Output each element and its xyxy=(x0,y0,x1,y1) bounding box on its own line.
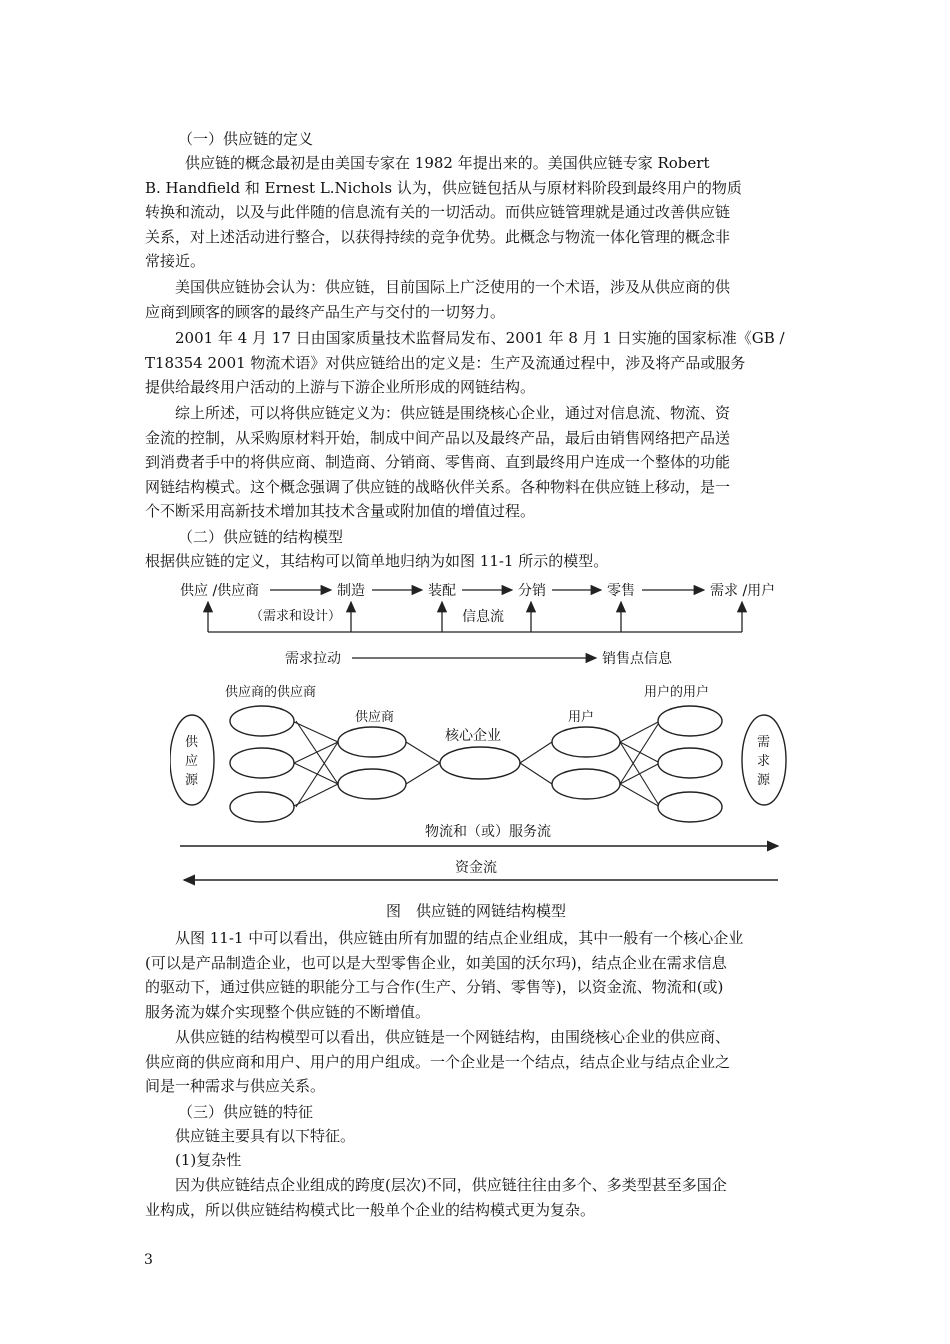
paragraph-4 xyxy=(145,401,807,524)
paragraph-1 xyxy=(145,151,807,274)
text-line: 应商到顾客的顾客的最终产品生产与交付的一切努力。 xyxy=(145,302,506,321)
user-user-node xyxy=(658,792,722,822)
supplier-supplier-node xyxy=(230,748,294,778)
text-line: 业构成，所以供应链结构模式比一般单个企业的结构模式更为复杂。 xyxy=(145,1200,596,1219)
chain-assembly: 装配 xyxy=(428,583,456,599)
text-line: (可以是产品制造企业，也可以是大型零售企业，如美国的沃尔玛)，结点企业在需求信息 xyxy=(145,953,727,972)
text-line: 综上所述，可以将供应链定义为：供应链是围绕核心企业，通过对信息流、物流、资 xyxy=(175,404,731,422)
text-line: 从供应链的结构模型可以看出，供应链是一个网链结构，由围绕核心企业的供应商、 xyxy=(175,1028,731,1046)
text-line: 从图 11-1 中可以看出，供应链由所有加盟的结点企业组成，其中一般有一个核心企业 xyxy=(175,929,744,947)
user-user-node xyxy=(658,706,722,736)
chain-manufacture: 制造 xyxy=(337,583,365,599)
demand-design-label: （需求和设计） xyxy=(250,609,342,624)
suppliers-label: 供应商 xyxy=(355,710,395,725)
text-line: 关系，对上述活动进行整合，以获得持续的竞争优势。此概念与物流一体化管理的概念非 xyxy=(145,227,731,246)
chain-demand-user: 需求 /用户 xyxy=(710,583,776,599)
user-user-node xyxy=(658,748,722,778)
figure-caption: 图 供应链的网链结构模型 xyxy=(385,902,566,920)
user-node xyxy=(552,727,620,757)
supplier-node xyxy=(338,727,406,757)
supplier-supplier-node xyxy=(230,706,294,736)
text-line: 间是一种需求与供应关系。 xyxy=(145,1077,326,1095)
supply-chain-diagram xyxy=(170,574,790,894)
demand-source-char: 求 xyxy=(757,754,771,769)
paragraph-2 xyxy=(145,275,807,324)
info-flow-label: 信息流 xyxy=(462,609,504,625)
text-line: 金流的控制，从采购原材料开始，制成中间产品以及最终产品，最后由销售网络把产品送 xyxy=(145,428,731,447)
text-line: 美国供应链协会认为：供应链，目前国际上广泛使用的一个术语，涉及从供应商的供 xyxy=(175,278,731,296)
text-line: 服务流为媒介实现整个供应链的不断增值。 xyxy=(145,1002,431,1021)
paragraph-9: (1)复杂性 xyxy=(175,1151,242,1169)
page-number: 3 xyxy=(144,1252,153,1268)
text-line: 的驱动下，通过供应链的职能分工与合作(生产、分销、零售等)，以资金流、物流和(或) xyxy=(145,978,724,996)
paragraph-5: 根据供应链的定义，其结构可以简单地归纳为如图 11-1 所示的模型。 xyxy=(145,552,609,570)
core-enterprise-node xyxy=(440,747,520,779)
suppliers-suppliers-label: 供应商的供应商 xyxy=(225,685,317,700)
supplier-node xyxy=(338,769,406,799)
supply-source-char: 源 xyxy=(185,773,199,788)
paragraph-10 xyxy=(145,1173,807,1222)
supply-source-char: 供 xyxy=(185,735,199,750)
text-line: 供应商的供应商和用户、用户的用户组成。一个企业是一个结点，结点企业与结点企业之 xyxy=(145,1052,731,1071)
supplier-supplier-node xyxy=(230,792,294,822)
text-line: 因为供应链结点企业组成的跨度(层次)不同，供应链往往由多个、多类型甚至多国企 xyxy=(175,1176,727,1194)
text-line: T18354 2001 物流术语》对供应链给出的定义是：生产及流通过程中，涉及将产品或服务 xyxy=(145,353,746,372)
pos-info-label: 销售点信息 xyxy=(602,651,672,667)
demand-source-char: 源 xyxy=(757,773,771,788)
paragraph-6 xyxy=(145,926,807,1024)
demand-source-char: 需 xyxy=(757,735,771,750)
section-heading-3: （三）供应链的特征 xyxy=(178,1103,314,1121)
text-line: B. Handfield 和 Ernest L.Nichols 认为，供应链包括从与原材料阶段到最终用户的物质 xyxy=(145,178,742,197)
chain-retail: 零售 xyxy=(607,583,635,599)
chain-supplier: 供应 /供应商 xyxy=(180,583,260,599)
text-line: 网链结构模式。这个概念强调了供应链的战略伙伴关系。各种物料在供应链上移动，是一 xyxy=(145,477,731,496)
chain-distribution: 分销 xyxy=(518,583,546,599)
supply-source-char: 应 xyxy=(185,754,199,769)
paragraph-7 xyxy=(145,1025,807,1099)
section-heading-1: （一）供应链的定义 xyxy=(178,130,314,148)
users-label: 用户 xyxy=(568,710,595,725)
text-line: 到消费者手中的将供应商、制造商、分销商、零售商、直到最终用户连成一个整体的功能 xyxy=(145,453,731,471)
text-line: 2001 年 4 月 17 日由国家质量技术监督局发布、2001 年 8 月 1 日实施的国家标准《GB / xyxy=(175,329,785,347)
fund-flow-label: 资金流 xyxy=(455,860,497,876)
user-node xyxy=(552,769,620,799)
paragraph-3 xyxy=(145,326,807,400)
paragraph-8: 供应链主要具有以下特征。 xyxy=(175,1127,356,1145)
text-line: 转换和流动，以及与此伴随的信息流有关的一切活动。而供应链管理就是通过改善供应链 xyxy=(145,203,731,221)
demand-pull-label: 需求拉动 xyxy=(285,651,341,667)
users-users-label: 用户的用户 xyxy=(644,685,710,700)
core-enterprise-label: 核心企业 xyxy=(445,728,501,744)
material-flow-label: 物流和（或）服务流 xyxy=(425,824,551,840)
text-line: 常接近。 xyxy=(145,252,206,270)
text-line: 个不断采用高新技术增加其技术含量或附加值的增值过程。 xyxy=(145,502,536,520)
text-line: 提供给最终用户活动的上游与下游企业所形成的网链结构。 xyxy=(145,378,536,396)
section-heading-2: （二）供应链的结构模型 xyxy=(178,528,344,546)
network-nodes xyxy=(170,706,786,822)
text-line: 供应链的概念最初是由美国专家在 1982 年提出来的。美国供应链专家 Robert xyxy=(185,154,710,172)
